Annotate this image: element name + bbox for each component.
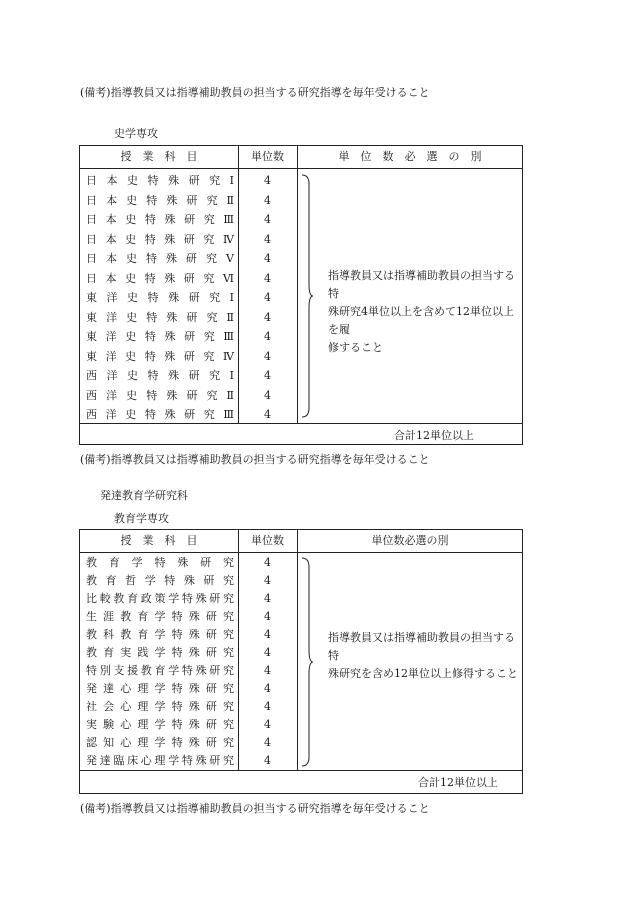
subject-cell: 日本史特殊研究Ⅴ <box>86 252 234 265</box>
subject-cell: 教科教育学特殊研究 <box>86 627 234 641</box>
header-units: 単位数 <box>251 534 284 547</box>
header-subject: 授 業 科 目 <box>120 534 198 547</box>
units-cell: 4 <box>264 645 271 659</box>
units-cell: 4 <box>264 310 271 324</box>
subject-cell: 西洋史特殊研究Ⅰ <box>86 369 234 382</box>
units-cell: 4 <box>264 388 271 402</box>
units-cell: 4 <box>264 573 271 587</box>
subject-cell: 特別支援教育学特殊研究 <box>86 663 234 677</box>
requirement-description <box>328 629 522 683</box>
units-cell: 4 <box>264 330 271 343</box>
subject-cell: 日本史特殊研究Ⅳ <box>86 232 234 246</box>
units-cell: 4 <box>264 663 271 677</box>
requirement-line: 殊研究を含め12単位以上修得すること <box>328 667 518 680</box>
subject-cell: 日本史特殊研究Ⅵ <box>86 271 234 285</box>
requirement-description <box>328 267 522 357</box>
section1-course-title: 史学専攻 <box>114 127 158 140</box>
total-units: 合計12単位以上 <box>394 429 474 442</box>
subject-cell: 日本史特殊研究Ⅲ <box>86 213 234 226</box>
subject-cell: 発達心理学特殊研究 <box>86 681 234 695</box>
units-cell: 4 <box>264 291 271 304</box>
units-cell: 4 <box>264 252 271 265</box>
subject-cell: 比較教育政策学特殊研究 <box>86 591 234 605</box>
header-requirement: 単位数必選の別 <box>371 534 449 547</box>
section2-course-title: 教育学専攻 <box>114 512 169 525</box>
units-cell: 4 <box>264 681 271 695</box>
subject-cell: 東洋史特殊研究Ⅳ <box>86 349 234 363</box>
subject-cell: 東洋史特殊研究Ⅱ <box>86 310 234 324</box>
section1-remark: (備考)指導教員又は指導補助教員の担当する研究指導を毎年受けること <box>80 453 430 466</box>
top-remark: (備考)指導教員又は指導補助教員の担当する研究指導を毎年受けること <box>80 86 430 99</box>
subject-cell: 教育哲学特殊研究 <box>86 573 234 587</box>
requirement-line: 修すること <box>328 341 383 354</box>
requirement-line: 指導教員又は指導補助教員の担当する特 <box>328 269 515 300</box>
units-cell: 4 <box>264 232 271 246</box>
subject-cell: 教育学特殊研究 <box>86 555 234 569</box>
education-course-table <box>79 529 523 794</box>
subject-cell: 実験心理学特殊研究 <box>86 717 234 731</box>
history-course-table <box>79 145 523 445</box>
units-cell: 4 <box>264 753 271 767</box>
requirement-line: 殊研究4単位以上を含めて12単位以上を履 <box>328 305 514 336</box>
units-cell: 4 <box>264 271 271 285</box>
units-cell: 4 <box>264 627 271 641</box>
subject-cell: 日本史特殊研究Ⅰ <box>86 174 234 187</box>
header-subject: 授 業 科 目 <box>120 150 198 163</box>
units-cell: 4 <box>264 609 271 623</box>
subject-cell: 東洋史特殊研究Ⅰ <box>86 291 234 304</box>
units-cell: 4 <box>264 213 271 226</box>
subject-cell: 社会心理学特殊研究 <box>86 699 234 713</box>
department-title: 発達教育学研究科 <box>100 489 188 502</box>
units-cell: 4 <box>264 699 271 713</box>
units-cell: 4 <box>264 369 271 382</box>
subject-cell: 東洋史特殊研究Ⅲ <box>86 330 234 343</box>
subject-cell: 西洋史特殊研究Ⅲ <box>86 408 234 421</box>
requirement-line: 指導教員又は指導補助教員の担当する特 <box>328 631 515 662</box>
units-cell: 4 <box>264 591 271 605</box>
units-cell: 4 <box>264 735 271 749</box>
units-cell: 4 <box>264 174 271 187</box>
subject-cell: 認知心理学特殊研究 <box>86 735 234 749</box>
subject-cell: 発達臨床心理学特殊研究 <box>86 753 234 767</box>
subject-cell: 西洋史特殊研究Ⅱ <box>86 388 234 402</box>
bracket-icon <box>300 174 314 418</box>
bracket-icon <box>300 557 314 767</box>
subject-cell: 教育実践学特殊研究 <box>86 645 234 659</box>
units-cell: 4 <box>264 408 271 421</box>
units-cell: 4 <box>264 349 271 363</box>
total-units: 合計12単位以上 <box>418 776 498 789</box>
header-units: 単位数 <box>251 150 284 163</box>
subject-cell: 生涯教育学特殊研究 <box>86 609 234 623</box>
units-cell: 4 <box>264 555 271 569</box>
subject-cell: 日本史特殊研究Ⅱ <box>86 193 234 207</box>
units-cell: 4 <box>264 717 271 731</box>
header-requirement: 単 位 数 必 選 の 別 <box>338 150 482 163</box>
section2-remark: (備考)指導教員又は指導補助教員の担当する研究指導を毎年受けること <box>80 802 430 815</box>
units-cell: 4 <box>264 193 271 207</box>
